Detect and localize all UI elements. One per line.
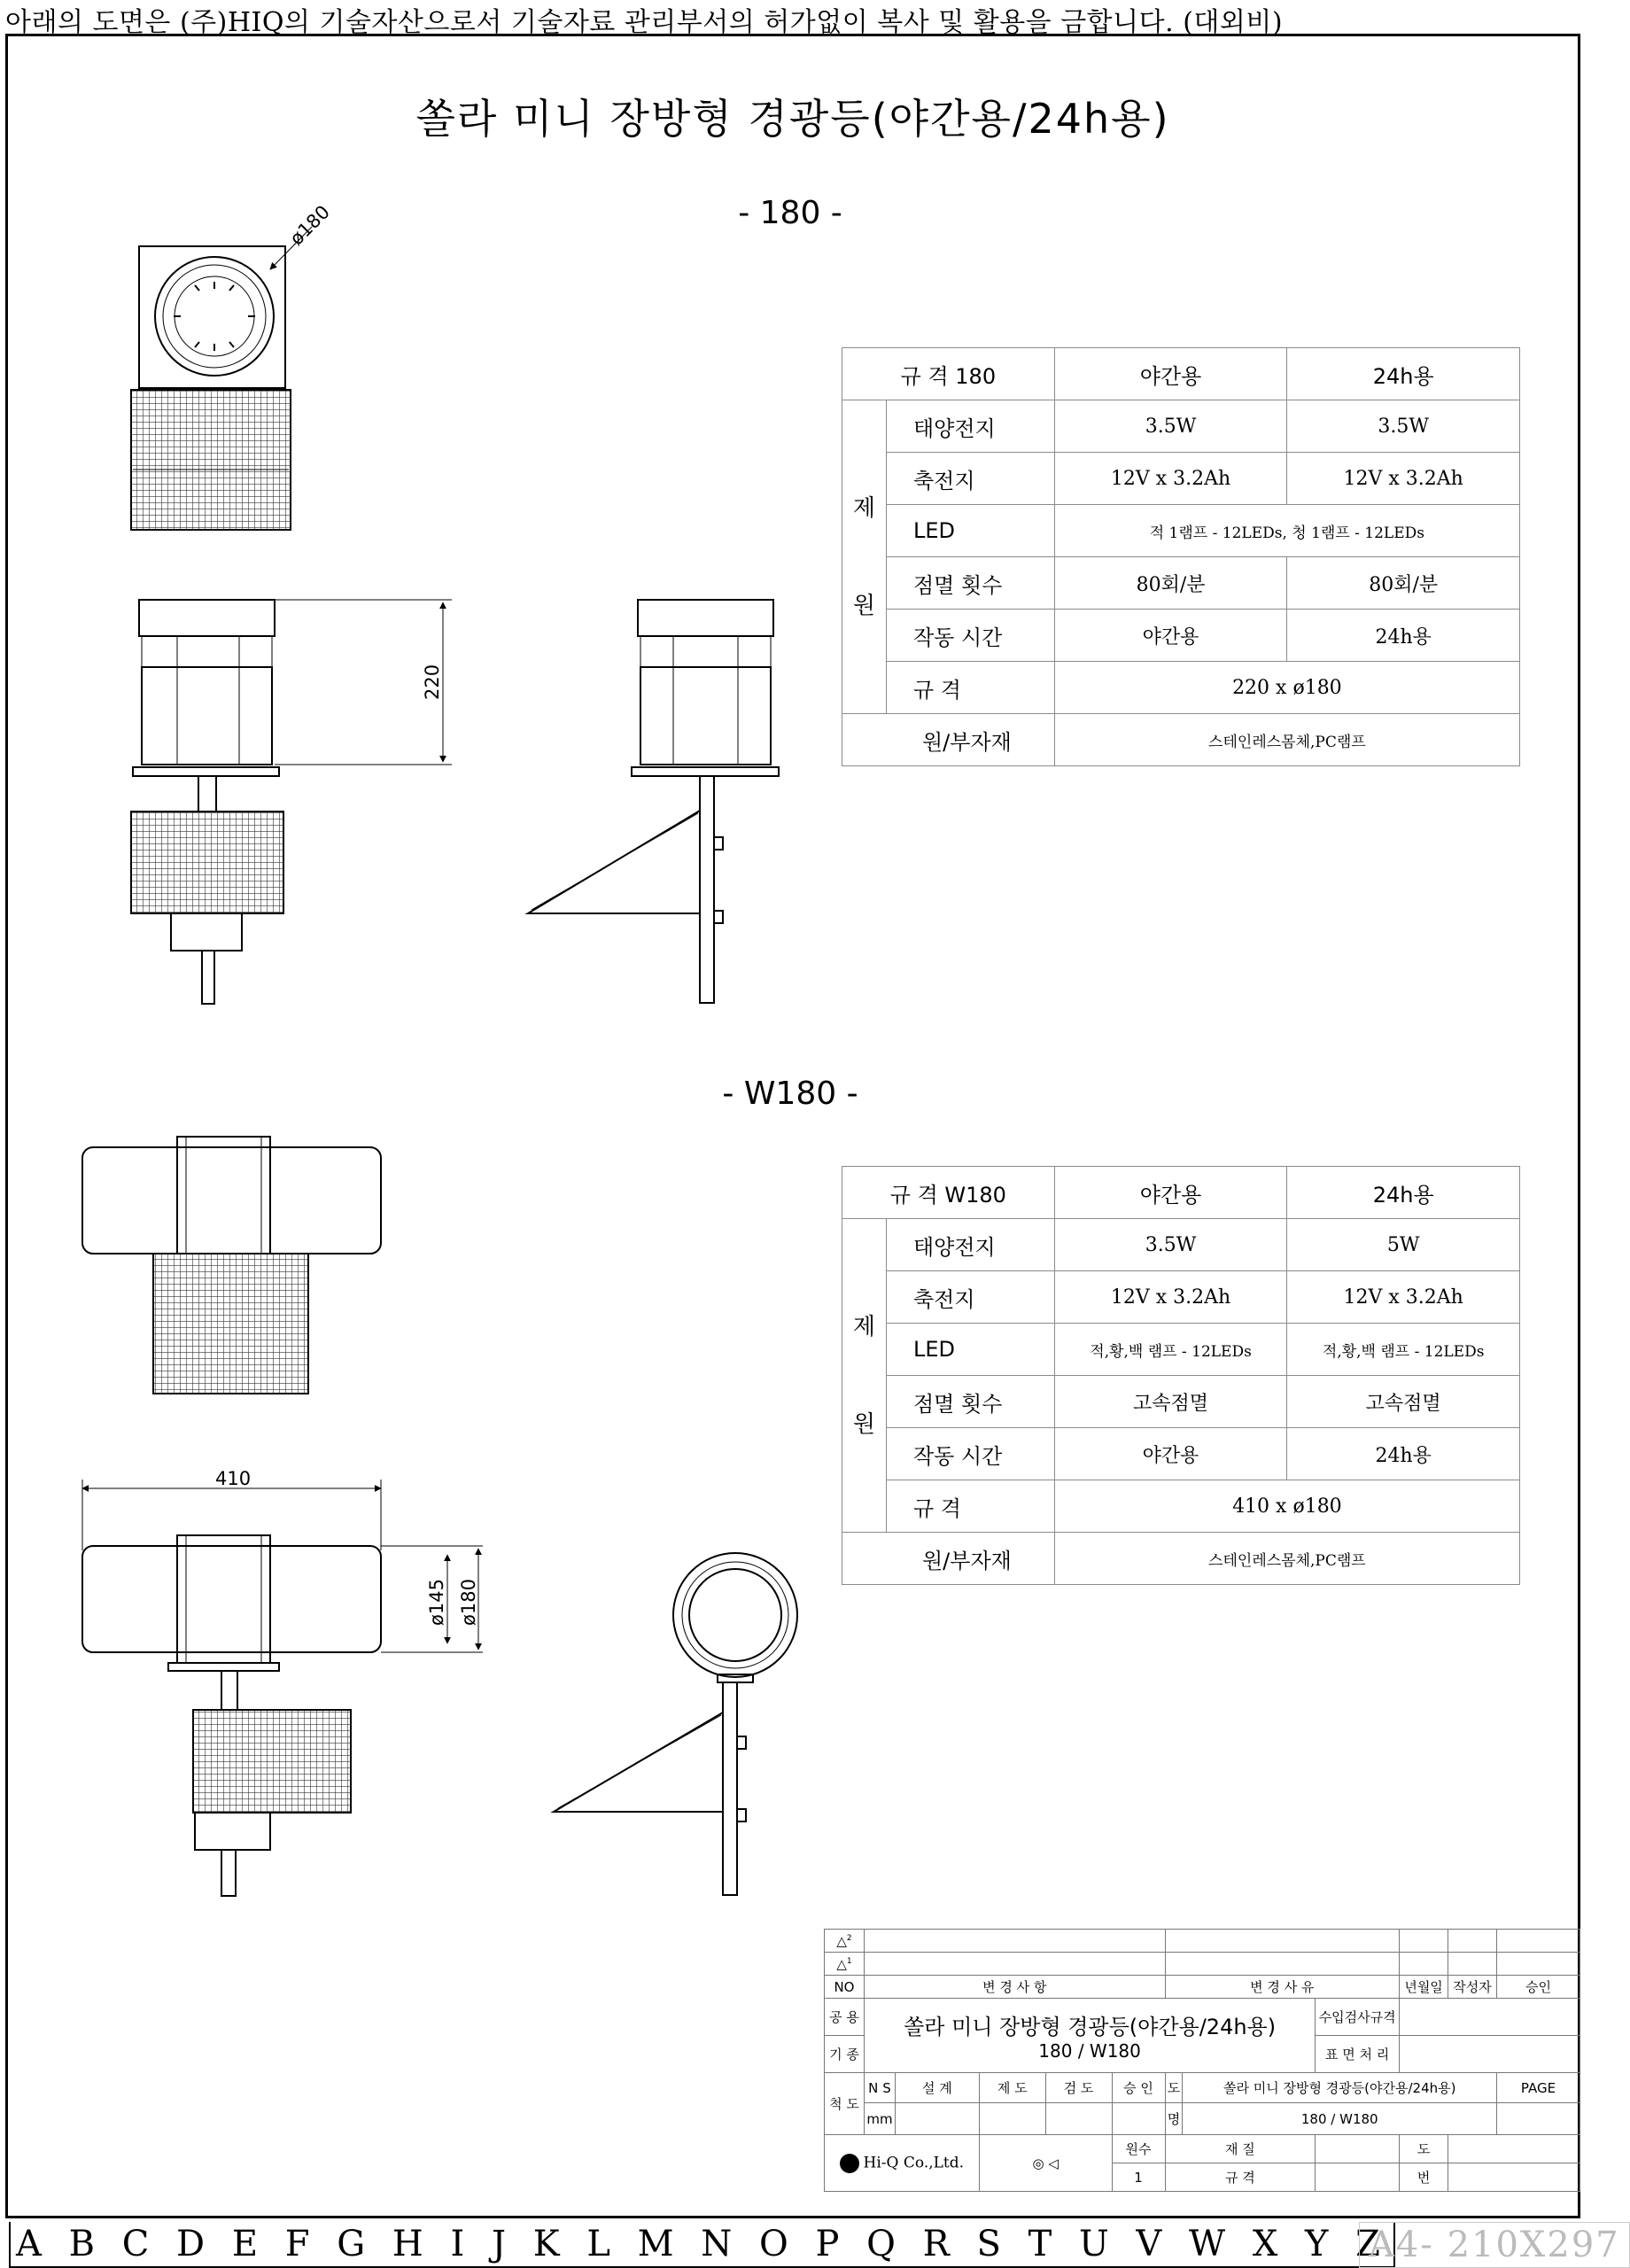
cell: 검 도 bbox=[1045, 2073, 1112, 2103]
cell: 표 면 처 리 bbox=[1316, 2036, 1400, 2073]
cell: 수입검사규격 bbox=[1316, 1999, 1400, 2036]
cell: 작성자 bbox=[1448, 1976, 1497, 1999]
table-row bbox=[842, 505, 1520, 557]
row-label: 원/부자재 bbox=[842, 714, 1055, 766]
cell: 기 종 bbox=[825, 2036, 865, 2073]
spec-header-night: 야간용 bbox=[1054, 348, 1287, 400]
drawing-model: 180 / W180 bbox=[1183, 2103, 1497, 2135]
cell: 번 bbox=[1400, 2163, 1448, 2192]
cell: 공 용 bbox=[825, 1999, 865, 2036]
cell: 변 경 사 유 bbox=[1165, 1976, 1400, 1999]
table-row bbox=[825, 1953, 1580, 1976]
side-label: 제 원 bbox=[842, 400, 887, 714]
spec-header-label: 규 격 W180 bbox=[842, 1167, 1055, 1219]
cell: 야간용 bbox=[1054, 1428, 1287, 1480]
cell: 1 bbox=[1112, 2163, 1165, 2192]
solar-panel-front bbox=[131, 812, 283, 913]
row-label: 축전지 bbox=[886, 1271, 1054, 1324]
confidential-notice: 아래의 도면은 (주)HIQ의 기술자산으로서 기술자료 관리부서의 허가없이 복사 및 활용을 금합니다. (대외비) bbox=[5, 7, 1284, 38]
drawing-name: 쏠라 미니 장방형 경광등(야간용/24h용) bbox=[1183, 2073, 1497, 2103]
table-row bbox=[842, 1533, 1520, 1585]
cell: 12V x 3.2Ah bbox=[1054, 1271, 1287, 1324]
table-row bbox=[825, 1999, 1580, 2036]
spec-table-180 bbox=[842, 347, 1520, 766]
cell: 적,황,백 램프 - 12LEDs bbox=[1054, 1324, 1287, 1376]
spec-header-24h: 24h용 bbox=[1287, 1167, 1520, 1219]
cell: 설 계 bbox=[895, 2073, 979, 2103]
cell: 80회/분 bbox=[1054, 557, 1287, 610]
cell: 3.5W bbox=[1054, 1219, 1287, 1271]
table-row bbox=[842, 1219, 1520, 1271]
cell: 12V x 3.2Ah bbox=[1287, 1271, 1520, 1324]
cell: 변 경 사 항 bbox=[864, 1976, 1165, 1999]
solar-panel-top bbox=[131, 390, 291, 530]
dim-diameter-180: ø180 bbox=[458, 1579, 479, 1626]
spec-header-24h: 24h용 bbox=[1287, 348, 1520, 400]
dim-height-220: 220 bbox=[422, 664, 443, 700]
table-row bbox=[842, 1167, 1520, 1219]
cell: 12V x 3.2Ah bbox=[1287, 453, 1520, 505]
row-label: 규 격 bbox=[886, 662, 1054, 714]
spec-header-night: 야간용 bbox=[1054, 1167, 1287, 1219]
row-label: 원/부자재 bbox=[842, 1533, 1055, 1585]
solar-panel-w180-front bbox=[193, 1710, 351, 1813]
page-title: 쏠라 미니 장방형 경광등(야간용/24h용) bbox=[415, 95, 1170, 143]
table-row bbox=[842, 1324, 1520, 1376]
row-label: 점멸 횟수 bbox=[886, 1376, 1054, 1428]
cell: 12V x 3.2Ah bbox=[1054, 453, 1287, 505]
cell: 재 질 bbox=[1165, 2135, 1316, 2163]
row-label: 태양전지 bbox=[886, 1219, 1054, 1271]
cell: NO bbox=[825, 1976, 865, 1999]
cell: 제 도 bbox=[979, 2073, 1045, 2103]
cell: 스테인레스몸체,PC램프 bbox=[1054, 1533, 1519, 1585]
table-row bbox=[842, 1428, 1520, 1480]
company-logo-icon bbox=[840, 2154, 859, 2173]
product-title-cell: 쏠라 미니 장방형 경광등(야간용/24h용) 180 / W180 bbox=[864, 1999, 1315, 2073]
table-row bbox=[842, 1271, 1520, 1324]
front-view-w180 bbox=[82, 1480, 483, 1896]
table-row bbox=[842, 400, 1520, 453]
cell: 도 bbox=[1165, 2073, 1183, 2103]
cell: 적,황,백 램프 - 12LEDs bbox=[1287, 1324, 1520, 1376]
cell: 24h용 bbox=[1287, 610, 1520, 662]
dim-diameter-145: ø145 bbox=[426, 1579, 447, 1626]
side-view-w180 bbox=[554, 1553, 797, 1895]
cell: 적 1램프 - 12LEDs, 청 1램프 - 12LEDs bbox=[1054, 505, 1519, 557]
table-row bbox=[842, 453, 1520, 505]
row-label: LED bbox=[886, 1324, 1054, 1376]
spec-table-w180 bbox=[842, 1166, 1520, 1585]
company-cell: Hi-Q Co.,Ltd. bbox=[825, 2135, 980, 2192]
table-row bbox=[842, 1480, 1520, 1533]
cell: 야간용 bbox=[1054, 610, 1287, 662]
table-row bbox=[825, 1976, 1580, 1999]
cell: 고속점멸 bbox=[1054, 1376, 1287, 1428]
cell: N S bbox=[864, 2073, 895, 2103]
table-row bbox=[842, 348, 1520, 400]
cell: 80회/분 bbox=[1287, 557, 1520, 610]
table-row bbox=[842, 662, 1520, 714]
page-label: PAGE bbox=[1496, 2073, 1580, 2103]
row-label: 점멸 횟수 bbox=[886, 557, 1054, 610]
row-label: 축전지 bbox=[886, 453, 1054, 505]
dim-width-410: 410 bbox=[215, 1468, 252, 1489]
projection-symbol-icon: ◎ ◁ bbox=[979, 2135, 1112, 2192]
row-label: 작동 시간 bbox=[886, 1428, 1054, 1480]
section-title-w180: - W180 - bbox=[722, 1076, 858, 1112]
table-row bbox=[842, 714, 1520, 766]
cell: 도 bbox=[1400, 2135, 1448, 2163]
cell: 승인 bbox=[1496, 1976, 1580, 1999]
table-row bbox=[825, 2073, 1580, 2103]
cell: 승 인 bbox=[1112, 2073, 1165, 2103]
top-view-180 bbox=[131, 227, 312, 530]
row-label: 태양전지 bbox=[886, 400, 1054, 453]
dim-top-diameter: ø180 bbox=[285, 201, 334, 250]
revision-triangle-2: △$^2$ bbox=[825, 1930, 865, 1953]
cell: 스테인레스몸체,PC램프 bbox=[1054, 714, 1519, 766]
table-row bbox=[842, 1376, 1520, 1428]
row-label: LED bbox=[886, 505, 1054, 557]
solar-panel-w180-top bbox=[153, 1254, 308, 1394]
row-label: 작동 시간 bbox=[886, 610, 1054, 662]
cell: 명 bbox=[1165, 2103, 1183, 2135]
side-label: 제 원 bbox=[842, 1219, 887, 1533]
cell: 3.5W bbox=[1287, 400, 1520, 453]
cell: 규 격 bbox=[1165, 2163, 1316, 2192]
cell: 24h용 bbox=[1287, 1428, 1520, 1480]
cell: 원수 bbox=[1112, 2135, 1165, 2163]
table-row bbox=[825, 2135, 1580, 2163]
sheet-size-label: A4- 210X297 bbox=[1359, 2222, 1630, 2268]
section-title-180: - 180 - bbox=[738, 195, 842, 231]
cell: 5W bbox=[1287, 1219, 1520, 1271]
title-block bbox=[824, 1929, 1580, 2192]
cell: 3.5W bbox=[1054, 400, 1287, 453]
cell: 220 x ø180 bbox=[1054, 662, 1519, 714]
front-view-180 bbox=[131, 600, 452, 1004]
row-label: 규 격 bbox=[886, 1480, 1054, 1533]
column-index-letters: A B C D E F G H I J K L M N O P Q R S T U V W X Y Z bbox=[9, 2222, 1395, 2268]
top-view-w180 bbox=[82, 1137, 381, 1394]
cell: 년월일 bbox=[1400, 1976, 1448, 1999]
cell: 척 도 bbox=[825, 2073, 865, 2135]
spec-header-label: 규 격 180 bbox=[842, 348, 1055, 400]
table-row bbox=[842, 610, 1520, 662]
cell: 고속점멸 bbox=[1287, 1376, 1520, 1428]
table-row bbox=[842, 557, 1520, 610]
cell: 410 x ø180 bbox=[1054, 1480, 1519, 1533]
cell: mm bbox=[864, 2103, 895, 2135]
table-row bbox=[825, 1930, 1580, 1953]
table-row bbox=[825, 2103, 1580, 2135]
top-housing-square bbox=[139, 246, 285, 388]
revision-triangle-1: △$^1$ bbox=[825, 1953, 865, 1976]
side-view-180 bbox=[528, 600, 779, 1003]
